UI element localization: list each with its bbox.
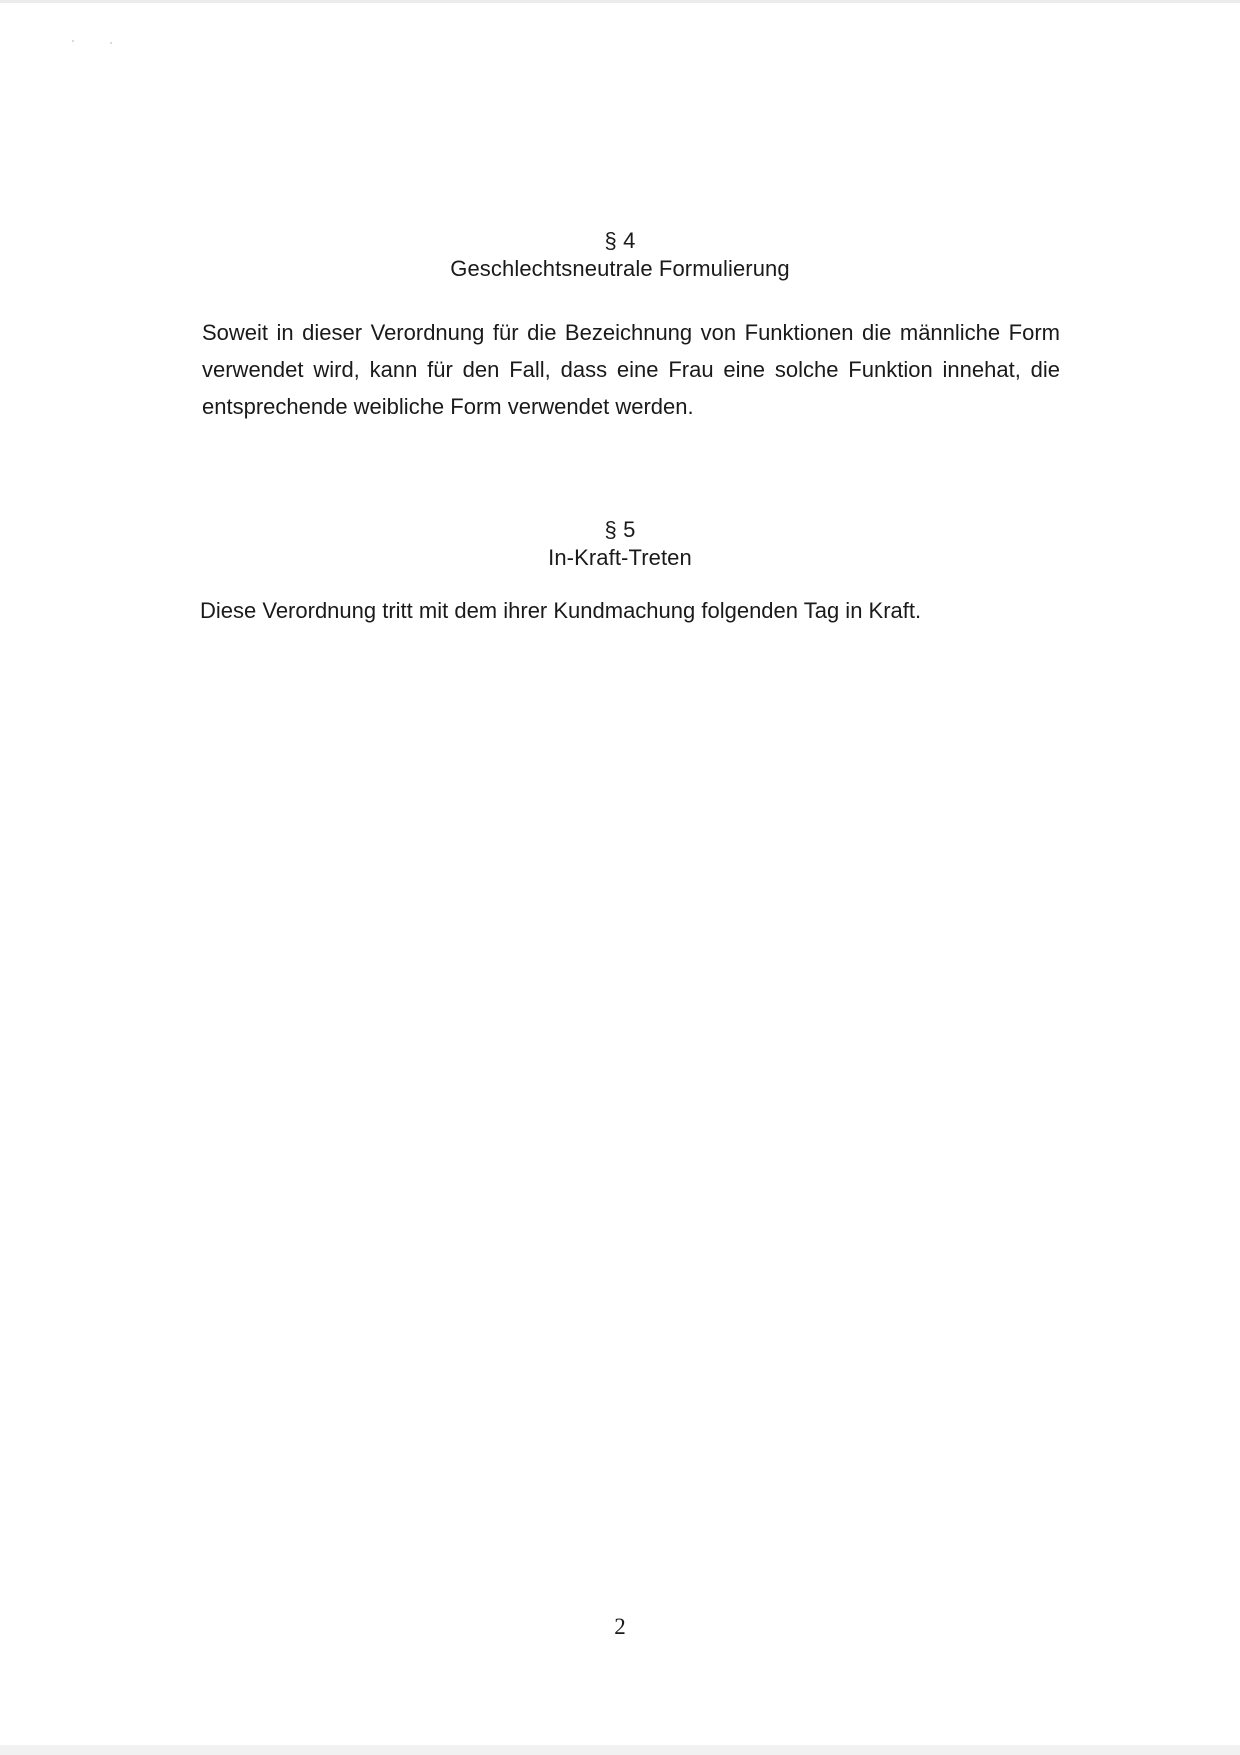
section-5-number: § 5 [604,517,636,542]
scan-speck [110,42,112,44]
section-4-title: Geschlechtsneutrale Formulierung [450,256,790,281]
section-4-body: Soweit in dieser Verordnung für die Bezeichnung von Funktionen die männliche Form verwendet wird, kann für den Fall, dass eine Frau eine solche Funktion innehat, die entsprechende weibliche Form verwendet werden. [202,320,1060,419]
section-5-title: In-Kraft-Treten [548,545,692,570]
section-4-number: § 4 [604,228,636,253]
scan-speck [72,40,74,42]
scan-top-edge [0,0,1240,3]
section-5-body: Diese Verordnung tritt mit dem ihrer Kundmachung folgenden Tag in Kraft. [200,598,922,623]
scan-bottom-edge [0,1745,1240,1755]
page-number: 2 [614,1614,626,1639]
